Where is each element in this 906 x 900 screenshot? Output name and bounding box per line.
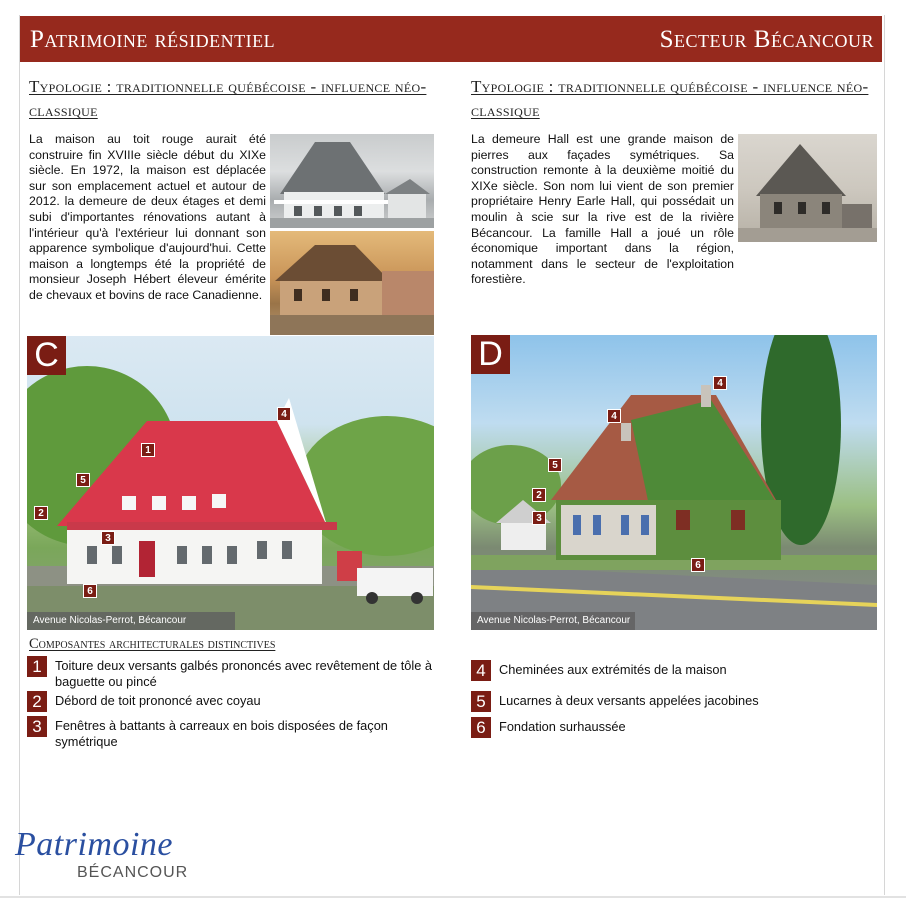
legend-num: 4 [471,660,491,681]
legend-item-5 [471,691,881,713]
header-left-title: Patrimoine résidentiel [30,26,276,53]
logo-script: Patrimoine [15,826,173,863]
archival-photo-d1 [738,134,877,242]
marker-c-2: 2 [34,506,48,520]
legend-num: 6 [471,717,491,738]
legend-num: 1 [27,656,47,677]
marker-d-5: 5 [548,458,562,472]
marker-c-4: 4 [277,407,291,421]
photo-caption-c: Avenue Nicolas-Perrot, Bécancour [27,612,235,630]
page-border-right [884,15,885,895]
archival-photo-c2 [270,231,434,335]
legend-num: 3 [27,716,47,737]
legend-num: 5 [471,691,491,712]
legend-text: Fenêtres à battants à carreaux en bois disposées de façon symétrique [55,718,388,749]
legend-item-2 [27,691,437,713]
marker-d-3: 3 [532,511,546,525]
archival-photo-c1 [270,134,434,228]
house-letter-c: C [27,336,66,375]
legend-text: Toiture deux versants galbés prononcés avec revêtement de tôle à baguette ou pincé [55,658,433,689]
header-bar [20,16,882,62]
legend-item-4 [471,660,881,682]
marker-c-5: 5 [76,473,90,487]
marker-d-6: 6 [691,558,705,572]
legend-text: Lucarnes à deux versants appelées jacobines [499,693,759,708]
logo-subtitle: BÉCANCOUR [77,864,189,881]
legend-text: Cheminées aux extrémités de la maison [499,662,727,677]
house-d-photo [471,335,877,630]
legend-num: 2 [27,691,47,712]
description-c: La maison au toit rouge aurait été construire fin XVIIIe siècle début du XIXe siècle. En 1972, la maison est déplacée sur son emplacement actuel et autour de 2012. la demeure de deux étages et demi subi d'importantes rénovations autant à l'intérieur qu'à l'extérieur lui donnant son apparence symbolique d'aujourd'hui. Cette maison a longtemps été la propriété de monsieur Joseph Hébert éleveur émérite de chevaux et bovins de race Canadienne. [29,132,266,302]
components-title: Composantes architecturales distinctives [29,636,276,652]
legend-item-3 [27,716,437,750]
patrimoine-logo [15,826,215,886]
marker-d-2: 2 [532,488,546,502]
page-border-bottom [0,896,906,898]
legend-text: Fondation surhaussée [499,719,626,734]
marker-d-4b: 4 [713,376,727,390]
description-d: La demeure Hall est une grande maison de pierres aux façades symétriques. Sa construction remonte à la deuxième moitié du XIXe siècle. Son nom lui vient de son premier propriétaire Henry Earle Hall, qui possédait un moulin à scie sur la rive est de la rivière Bécancour. La famille Hall a joué un rôle économique important dans la région, notamment dans le secteur de l'exploitation forestière. [471,132,734,287]
legend-item-6 [471,717,881,739]
marker-c-1: 1 [141,443,155,457]
legend-item-1 [27,656,437,690]
photo-caption-d: Avenue Nicolas-Perrot, Bécancour [471,612,635,630]
page-border-left [19,15,20,895]
house-letter-d: D [471,335,510,374]
header-right-title: Secteur Bécancour [659,26,874,53]
legend-text: Débord de toit prononcé avec coyau [55,693,261,708]
marker-c-3: 3 [101,531,115,545]
marker-c-6: 6 [83,584,97,598]
typology-heading-d: Typologie : traditionnelle québécoise - influence néo-classique [471,77,869,120]
typology-heading-c: Typologie : traditionnelle québécoise - influence néo-classique [29,77,427,120]
marker-d-4a: 4 [607,409,621,423]
